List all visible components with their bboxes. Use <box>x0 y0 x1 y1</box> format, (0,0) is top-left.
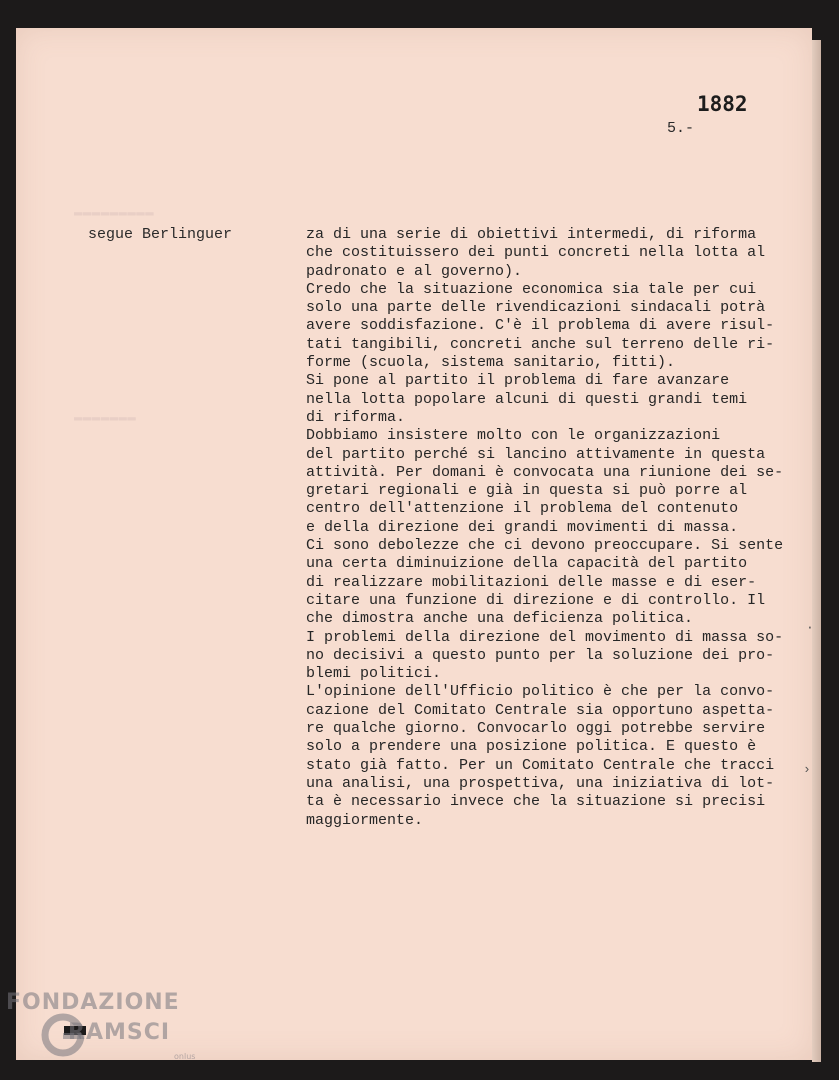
watermark-line-2: RAMSCI <box>68 1020 171 1045</box>
sheet-number: 5.- <box>667 120 695 137</box>
text-line: attività. Per domani è convocata una riunione dei se- <box>306 463 784 481</box>
text-line: stato già fatto. Per un Comitato Centrale che tracci <box>306 756 775 774</box>
text-line: cazione del Comitato Centrale sia opportuno aspetta- <box>306 701 775 719</box>
text-line: re qualche giorno. Convocarlo oggi potrebbe servire <box>306 720 766 738</box>
text-line: centro dell'attenzione il problema del contenuto <box>306 500 739 518</box>
text-line: Ci sono debolezze che ci devono preoccupare. Si sente <box>306 537 784 555</box>
bleed-through-mark: ▬▬▬▬▬▬▬▬▬ <box>74 205 155 221</box>
fondazione-gramsci-watermark <box>6 990 206 1074</box>
text-line: Si pone al partito il problema di fare avanzare <box>306 372 730 390</box>
text-line: Dobbiamo insistere molto con le organizzazioni <box>306 427 721 445</box>
text-line: che dimostra anche una deficienza politica. <box>306 610 694 628</box>
text-line: di riforma. <box>306 408 406 426</box>
text-line: blemi politici. <box>306 665 442 683</box>
text-line: maggiormente. <box>306 811 424 829</box>
text-line: gretari regionali e già in questa si può porre al <box>306 482 748 500</box>
text-line: no decisivi a questo punto per la soluzione dei pro- <box>306 646 775 664</box>
text-line: una analisi, una prospettiva, una iniziativa di lot- <box>306 774 775 792</box>
text-line: solo una parte delle rivendicazioni sindacali potrà <box>306 299 766 317</box>
text-line: Credo che la situazione economica sia tale per cui <box>306 280 757 298</box>
text-line: ta è necessario invece che la situazione si precisi <box>306 793 766 811</box>
text-line: una certa diminuizione della capacità del partito <box>306 555 748 573</box>
watermark-line-1: FONDAZIONE <box>6 990 180 1015</box>
speaker-label: segue Berlinguer <box>88 226 233 243</box>
text-line: che costituissero dei punti concreti nella lotta al <box>306 244 766 262</box>
text-line: citare una funzione di direzione e di controllo. Il <box>306 591 766 609</box>
text-line: L'opinione dell'Ufficio politico è che per la convo- <box>306 683 775 701</box>
text-line: avere soddisfazione. C'è il problema di avere risul- <box>306 317 775 335</box>
text-line: solo a prendere una posizione politica. E questo è <box>306 738 757 756</box>
text-line: del partito perché si lancino attivamente in questa <box>306 445 766 463</box>
text-line: nella lotta popolare alcuni di questi grandi temi <box>306 390 748 408</box>
page-edge <box>812 40 821 1062</box>
text-line: padronato e al governo). <box>306 262 523 280</box>
text-line: di realizzare mobilitazioni delle masse e di eser- <box>306 573 757 591</box>
text-line: e della direzione dei grandi movimenti di massa. <box>306 518 739 536</box>
bleed-through-mark: ▬▬▬▬▬▬▬ <box>74 410 137 426</box>
text-line: I problemi della direzione del movimento di massa so- <box>306 628 784 646</box>
page-number: 1882 <box>697 92 748 116</box>
text-line: forme (scuola, sistema sanitario, fitti). <box>306 354 676 372</box>
text-line: tati tangibili, concreti anche sul terreno delle ri- <box>306 335 775 353</box>
text-line: za di una serie di obiettivi intermedi, di riforma <box>306 226 757 243</box>
margin-dot: · <box>806 620 814 635</box>
transcript-body <box>306 226 802 830</box>
margin-tick: › <box>803 762 811 777</box>
watermark-subtitle: onlus <box>174 1052 196 1061</box>
